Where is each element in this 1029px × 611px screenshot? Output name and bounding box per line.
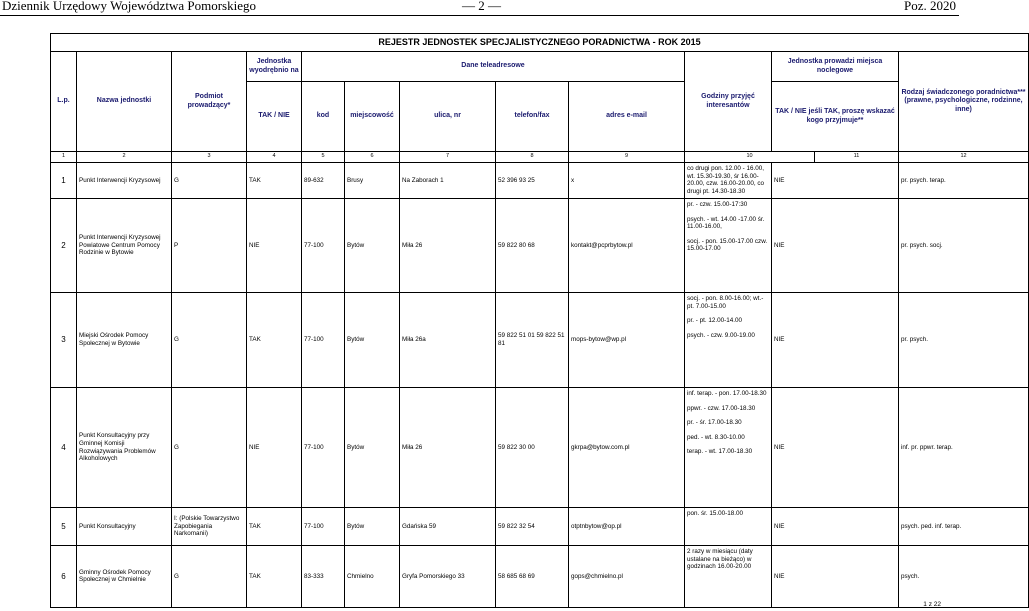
register-table (50, 33, 1029, 608)
hours-line: inf. terap. - pon. 17.00-18.30 (687, 390, 767, 397)
hours-gap (687, 441, 769, 448)
row-separate: TAK (247, 163, 302, 199)
row-code: 77-100 (302, 388, 345, 508)
row-hours (685, 199, 772, 293)
column-number: 11 (815, 152, 899, 163)
row-beds: NIE (772, 199, 899, 293)
table-row (51, 546, 1029, 608)
row-phone: 59 822 32 54 (496, 508, 569, 546)
row-hours (685, 293, 772, 388)
row-street: Na Zaborach 1 (400, 163, 496, 199)
row-beds: NIE (772, 508, 899, 546)
column-number: 7 (400, 152, 496, 163)
row-hours (685, 508, 772, 546)
row-street: Gdańska 59 (400, 508, 496, 546)
row-hours (685, 546, 772, 608)
column-number: 4 (247, 152, 302, 163)
row-city: Brusy (345, 163, 400, 199)
hours-gap (687, 325, 769, 332)
row-phone: 59 822 51 01 59 822 51 81 (496, 293, 569, 388)
col-email: adres e-mail (569, 82, 685, 152)
row-entity: P (172, 199, 247, 293)
row-separate: TAK (247, 546, 302, 608)
row-city: Bytów (345, 293, 400, 388)
col-type: Rodzaj świadczonego poradnictwa*** (prawne, psychologiczne, rodzinne, inne) (899, 52, 1029, 152)
row-beds: NIE (772, 163, 899, 199)
table-body (51, 163, 1029, 608)
row-type: psych. (899, 546, 1029, 608)
hours-gap (687, 310, 769, 317)
hours-line: co drugi pon. 12.00 - 16.00, wt. 15.30-19.30, śr 16.00-20.00, czw. 16.00-20.00, co drugi pt. 14.30-18.30 (687, 165, 765, 195)
col-hours: Godziny przyjęć interesantów (685, 52, 772, 152)
row-city: Bytów (345, 388, 400, 508)
row-street: Miła 26a (400, 293, 496, 388)
col-phone: telefon/fax (496, 82, 569, 152)
column-number: 8 (496, 152, 569, 163)
hours-line: psych. - czw. 9.00-19.00 (687, 331, 755, 339)
header-rule (0, 15, 959, 16)
col-beds: Jednostka prowadzi miejsca noclegowe (772, 52, 899, 82)
row-code: 83-333 (302, 546, 345, 608)
row-name: Punkt Interwencji Kryzysowej Powiatowe Centrum Pomocy Rodzinie w Bytowie (77, 199, 172, 293)
row-lp: 4 (51, 388, 77, 508)
column-number: 12 (899, 152, 1029, 163)
page-footer: 1 z 22 (923, 601, 941, 608)
hours-line: pr. - pt. 12.00-14.00 (687, 317, 742, 325)
hours-gap (687, 231, 769, 238)
col-name: Nazwa jednostki (77, 52, 172, 152)
col-city: miejscowość (345, 82, 400, 152)
row-email: kontakt@pcprbytow.pl (569, 199, 685, 293)
col-entity: Podmiot prowadzący* (172, 52, 247, 152)
col-code: kod (302, 82, 345, 152)
row-phone: 52 396 93 25 (496, 163, 569, 199)
column-number: 2 (77, 152, 172, 163)
row-email: gops@chmielno.pl (569, 546, 685, 608)
col-street: ulica, nr (400, 82, 496, 152)
row-name: Gminny Ośrodek Pomocy Społecznej w Chmielnie (77, 546, 172, 608)
col-contact: Dane teleadresowe (302, 52, 685, 82)
row-street: Gryfa Pomorskiego 33 (400, 546, 496, 608)
row-type: pr. psych. socj. (899, 199, 1029, 293)
row-lp: 1 (51, 163, 77, 199)
row-code: 77-100 (302, 199, 345, 293)
hours-line: pr. - śr. 17.00-18.30 (687, 419, 742, 427)
page-number: — 2 — (462, 0, 501, 13)
hours-gap (687, 427, 769, 434)
row-code: 77-100 (302, 293, 345, 388)
row-type: psych. ped. inf. terap. (899, 508, 1029, 546)
row-separate: TAK (247, 508, 302, 546)
row-name: Punkt Konsultacyjny (77, 508, 172, 546)
hours-line: terap. - wt. 17.00-18.30 (687, 448, 753, 456)
table-row (51, 199, 1029, 293)
column-number: 5 (302, 152, 345, 163)
register-table-wrapper (50, 33, 1026, 584)
page-header (0, 0, 959, 15)
row-city: Bytów (345, 508, 400, 546)
row-lp: 5 (51, 508, 77, 546)
hours-gap (687, 412, 769, 419)
row-beds: NIE (772, 293, 899, 388)
row-street: Miła 26 (400, 199, 496, 293)
col-beds-sub: TAK / NIE jeśli TAK, proszę wskazać kogo przyjmuje** (772, 82, 899, 152)
table-title: REJESTR JEDNOSTEK SPECJALISTYCZNEGO PORADNICTWA - ROK 2015 (51, 34, 1029, 52)
table-row (51, 163, 1029, 199)
hours-gap (687, 209, 769, 216)
row-phone: 58 685 68 69 (496, 546, 569, 608)
row-name: Punkt Interwencji Kryzysowej (77, 163, 172, 199)
hours-line: pr. - czw. 15.00-17:30 (687, 201, 748, 208)
row-entity: G (172, 546, 247, 608)
col-lp: L.p. (51, 52, 77, 152)
hours-line: 2 razy w miesiącu (daty ustalane na bieżąco) w godzinach 16.00-20.00 (687, 548, 753, 571)
row-hours (685, 388, 772, 508)
row-phone: 59 822 80 68 (496, 199, 569, 293)
col-separate-sub: TAK / NIE (247, 82, 302, 152)
row-city: Chmielno (345, 546, 400, 608)
row-entity: G (172, 293, 247, 388)
hours-line: socj. - pon. 8.00-16.00; wt.-pt. 7.00-15.00 (687, 295, 764, 310)
hours-line: ped. - wt. 8.30-10.00 (687, 433, 745, 441)
row-street: Miła 26 (400, 388, 496, 508)
row-hours (685, 163, 772, 199)
row-lp: 2 (51, 199, 77, 293)
hours-line: ppwr. - czw. 17.00-18.30 (687, 404, 756, 412)
column-number: 9 (569, 152, 685, 163)
row-lp: 6 (51, 546, 77, 608)
table-row (51, 293, 1029, 388)
hours-line: pon. śr. 15.00-18.00 (687, 510, 744, 517)
row-code: 89-632 (302, 163, 345, 199)
hours-gap (687, 398, 769, 405)
column-number: 1 (51, 152, 77, 163)
table-row (51, 508, 1029, 546)
row-email: x (569, 163, 685, 199)
row-beds: NIE (772, 546, 899, 608)
row-separate: TAK (247, 293, 302, 388)
row-code: 77-100 (302, 508, 345, 546)
journal-title: Dziennik Urzędowy Województwa Pomorskiego (2, 0, 256, 13)
row-email: otptnbytow@op.pl (569, 508, 685, 546)
row-type: pr. psych. (899, 293, 1029, 388)
row-name: Miejski Ośrodek Pomocy Społecznej w Bytowie (77, 293, 172, 388)
row-name: Punkt Konsultacyjny przy Gminnej Komisji Rozwiązywania Problemów Alkoholowych (77, 388, 172, 508)
row-lp: 3 (51, 293, 77, 388)
row-type: inf. pr. ppwr. terap. (899, 388, 1029, 508)
row-entity: G (172, 388, 247, 508)
column-number: 6 (345, 152, 400, 163)
position-number: Poz. 2020 (904, 0, 956, 13)
column-numbers-row (51, 152, 1029, 163)
row-separate: NIE (247, 388, 302, 508)
column-number: 3 (172, 152, 247, 163)
row-email: mops-bytow@wp.pl (569, 293, 685, 388)
row-type: pr. psych. terap. (899, 163, 1029, 199)
hours-line: psych. - wt. 14.00 -17.00 śr. 11.00-16.00, (687, 215, 765, 231)
row-beds: NIE (772, 388, 899, 508)
column-number: 10 (685, 152, 815, 163)
row-separate: NIE (247, 199, 302, 293)
row-entity: G (172, 163, 247, 199)
row-email: gkrpa@bytow.com.pl (569, 388, 685, 508)
row-phone: 59 822 30 00 (496, 388, 569, 508)
row-city: Bytów (345, 199, 400, 293)
hours-line: socj. - pon. 15.00-17.00 czw. 15.00-17.00 (687, 237, 768, 253)
col-separate: Jednostka wyodrębnio na (247, 52, 302, 82)
row-entity: I: (Polskie Towarzystwo Zapobiegania Narkomanii) (172, 508, 247, 546)
table-row (51, 388, 1029, 508)
